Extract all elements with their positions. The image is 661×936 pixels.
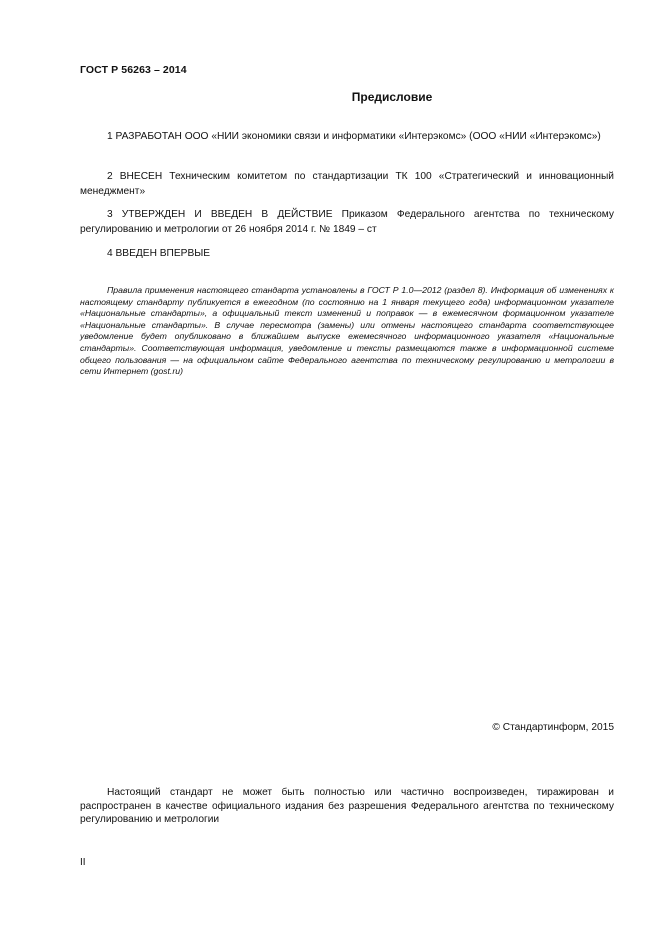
document-code: ГОСТ Р 56263 – 2014 bbox=[80, 64, 187, 76]
preface-item-4: 4 ВВЕДЕН ВПЕРВЫЕ bbox=[107, 248, 211, 259]
reproduction-notice: Настоящий стандарт не может быть полностью или частично воспроизведен, тиражирован и распространен в качестве официального издания без разрешения Федерального агентства по техническому регулированию и метрологии bbox=[80, 787, 614, 825]
preface-item-1: 1 РАЗРАБОТАН ООО «НИИ экономики связи и информатики «Интерэкомс» (ООО «НИИ «Интерэкомс») bbox=[107, 131, 601, 142]
page-number: II bbox=[80, 857, 86, 868]
copyright-line: © Стандартинформ, 2015 bbox=[492, 722, 614, 733]
preface-item-2: 2 ВНЕСЕН Техническим комитетом по стандартизации ТК 100 «Стратегический и инновационный менеджмент» bbox=[80, 171, 614, 197]
preface-item-3: 3 УТВЕРЖДЕН И ВВЕДЕН В ДЕЙСТВИЕ Приказом Федерального агентства по техническому регулированию и метрологии от 26 ноября 2014 г. № 1849 – ст bbox=[80, 209, 614, 235]
page-title: Предисловие bbox=[351, 90, 433, 104]
application-rules-note: Правила применения настоящего стандарта установлены в ГОСТ Р 1.0—2012 (раздел 8). Информация об изменениях к настоящему стандарту публикуется в ежегодном (по состоянию на 1 января текущего года) информационном указателе «Национальные стандарты», а официальный текст изменений и поправок — в ежемесячном формационном указателе «Национальные стандарты». В случае пересмотра (замены) или отмены настоящего стандарта соответствующее уведомление будет опубликовано в ближайшем выпуске ежемесячного информационного указателя «Национальные стандарты». Соответствующая информация, уведомление и тексты размещаются также в информационной системе общего пользования — на официальном сайте Федерального агентства по техническому регулированию и метрологии в сети Интернет (gost.ru) bbox=[80, 285, 614, 377]
